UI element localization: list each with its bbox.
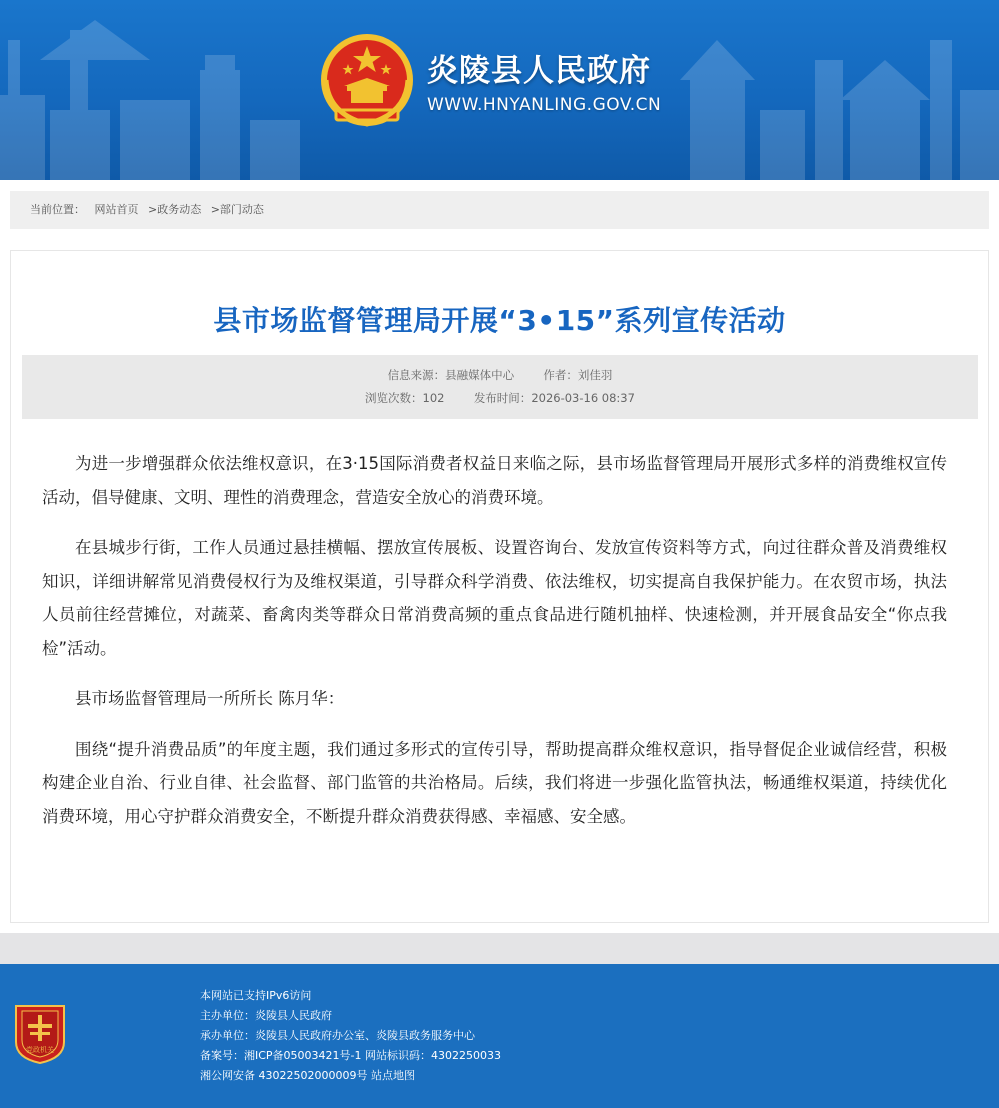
footer-icp-link[interactable]: 湘ICP备05003421号-1 [244,1049,362,1062]
article-paragraph: 在县城步行街，工作人员通过悬挂横幅、摆放宣传展板、设置咨询台、发放宣传资料等方式，向过往群众普及消费维权知识，详细讲解常见消费侵权行为及维权渠道，引导群众科学消费、依法维权，切实提高自我保护能力。在农贸市场，执法人员前往经营摊位，对蔬菜、畜禽肉类等群众日常消费高频的重点食品进行随机抽样、快速检测，并开展食品安全“你点我检”活动。 [42,538,947,658]
site-header [0,0,999,180]
article-meta [22,355,978,419]
article-panel [10,250,989,923]
badge-text: 党政机关 [26,1046,54,1054]
article-paragraph: 为进一步增强群众依法维权意识，在3·15国际消费者权益日来临之际，县市场监督管理局开展形式多样的消费维权宣传活动，倡导健康、文明、理性的消费理念，营造安全放心的消费环境。 [42,454,947,507]
meta-author-label: 作者： [543,368,578,382]
meta-date: 2026-03-16 08:37 [531,391,635,405]
national-emblem-icon [318,34,416,134]
footer-police-row [200,1066,501,1086]
party-government-badge-icon[interactable] [14,1002,66,1064]
header-skyline-decoration [0,0,999,180]
footer-info [200,986,501,1086]
article-body [42,447,947,850]
site-title[interactable]: 炎陵县人民政府 [427,53,651,89]
meta-date-label: 发布时间： [473,391,532,405]
article-title: 县市场监督管理局开展“3•15”系列宣传活动 [213,304,786,337]
footer-police-link[interactable]: 湘公网安备 43022502000009号 [200,1069,368,1082]
footer-organizer: 承办单位：炎陵县人民政府办公室、炎陵县政务服务中心 [200,1029,475,1042]
breadcrumb-prefix: 当前位置： [30,203,85,216]
meta-row-source [22,367,978,383]
breadcrumb-department-link[interactable]: >部门动态 [210,203,264,216]
breadcrumb-home-link[interactable]: 网站首页 [94,203,139,216]
meta-views-label: 浏览次数： [365,391,423,405]
meta-source: 县融媒体中心 [445,368,515,382]
footer-host: 主办单位：炎陵县人民政府 [200,1009,332,1022]
meta-source-label: 信息来源： [387,368,446,382]
footer-sitemap-link[interactable]: 站点地图 [370,1069,415,1082]
footer-separator [0,933,999,964]
breadcrumb-news-link[interactable]: >政务动态 [148,203,202,216]
footer-site-id: 网站标识码：4302250033 [365,1049,502,1062]
site-footer [0,964,999,1108]
breadcrumb [10,191,989,229]
meta-author: 刘佳羽 [577,368,613,382]
article-paragraph: 县市场监督管理局一所所长 陈月华： [75,689,345,708]
footer-icp-prefix: 备案号： [200,1049,244,1062]
meta-row-stats [22,390,978,406]
site-url[interactable]: WWW.HNYANLING.GOV.CN [427,95,662,115]
meta-views: 102 [422,391,445,405]
article-paragraph: 围绕“提升消费品质”的年度主题，我们通过多形式的宣传引导，帮助提高群众维权意识，指导督促企业诚信经营，积极构建企业自治、行业自律、社会监督、部门监管的共治格局。后续，我们将进一步强化监管执法，畅通维权渠道，持续优化消费环境，用心守护群众消费安全，不断提升群众消费获得感、幸福感、安全感。 [42,739,947,826]
footer-ipv6: 本网站已支持IPv6访问 [200,989,312,1002]
footer-icp-row [200,1046,501,1066]
